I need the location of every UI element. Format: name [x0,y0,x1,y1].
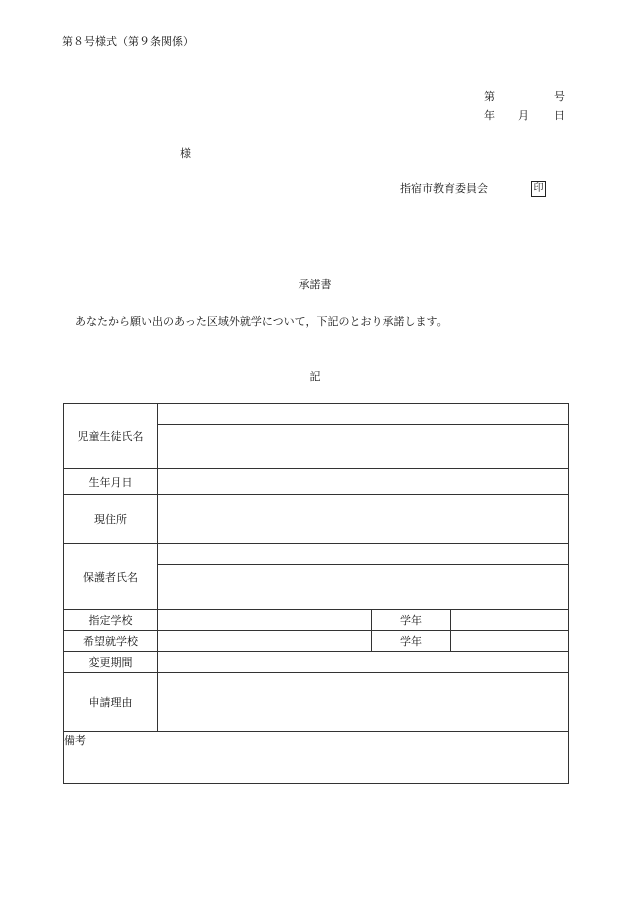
student-name-furigana-field[interactable] [158,404,569,425]
addressee-suffix: 様 [180,147,191,160]
address-field[interactable] [158,495,569,544]
desired-school-grade-label: 学年 [372,631,451,652]
date-month-label: 月 [518,109,529,122]
reason-label: 申請理由 [64,673,158,732]
guardian-name-label: 保護者氏名 [64,544,158,610]
form-number: 第８号様式（第９条関係） [62,35,194,48]
address-label: 現住所 [64,495,158,544]
birth-date-field[interactable] [158,469,569,495]
guardian-name-field[interactable] [158,565,569,610]
date-year-label: 年 [484,109,495,122]
document-number-suffix: 号 [554,90,565,103]
change-period-label: 変更期間 [64,652,158,673]
student-name-label: 児童生徒氏名 [64,404,158,469]
student-name-field[interactable] [158,425,569,469]
issuer-name: 指宿市教育委員会 [400,182,488,195]
document-number-prefix: 第 [484,90,495,103]
seal-stamp: 印 [531,181,546,197]
document-body: あなたから願い出のあった区域外就学について，下記のとおり承諾します。 [75,315,448,328]
date-day-label: 日 [554,109,565,122]
desired-school-label: 希望就学校 [64,631,158,652]
reason-field[interactable] [158,673,569,732]
designated-school-grade-label: 学年 [372,610,451,631]
notes-label: 備考 [64,734,86,747]
ki-heading: 記 [309,370,321,383]
desired-school-grade-field[interactable] [451,631,569,652]
birth-date-label: 生年月日 [64,469,158,495]
change-period-field[interactable] [158,652,569,673]
designated-school-field[interactable] [158,610,372,631]
document-title: 承諾書 [298,278,332,291]
designated-school-label: 指定学校 [64,610,158,631]
guardian-name-furigana-field[interactable] [158,544,569,565]
designated-school-grade-field[interactable] [451,610,569,631]
consent-form-table [63,403,569,784]
notes-cell[interactable] [64,732,569,784]
desired-school-field[interactable] [158,631,372,652]
